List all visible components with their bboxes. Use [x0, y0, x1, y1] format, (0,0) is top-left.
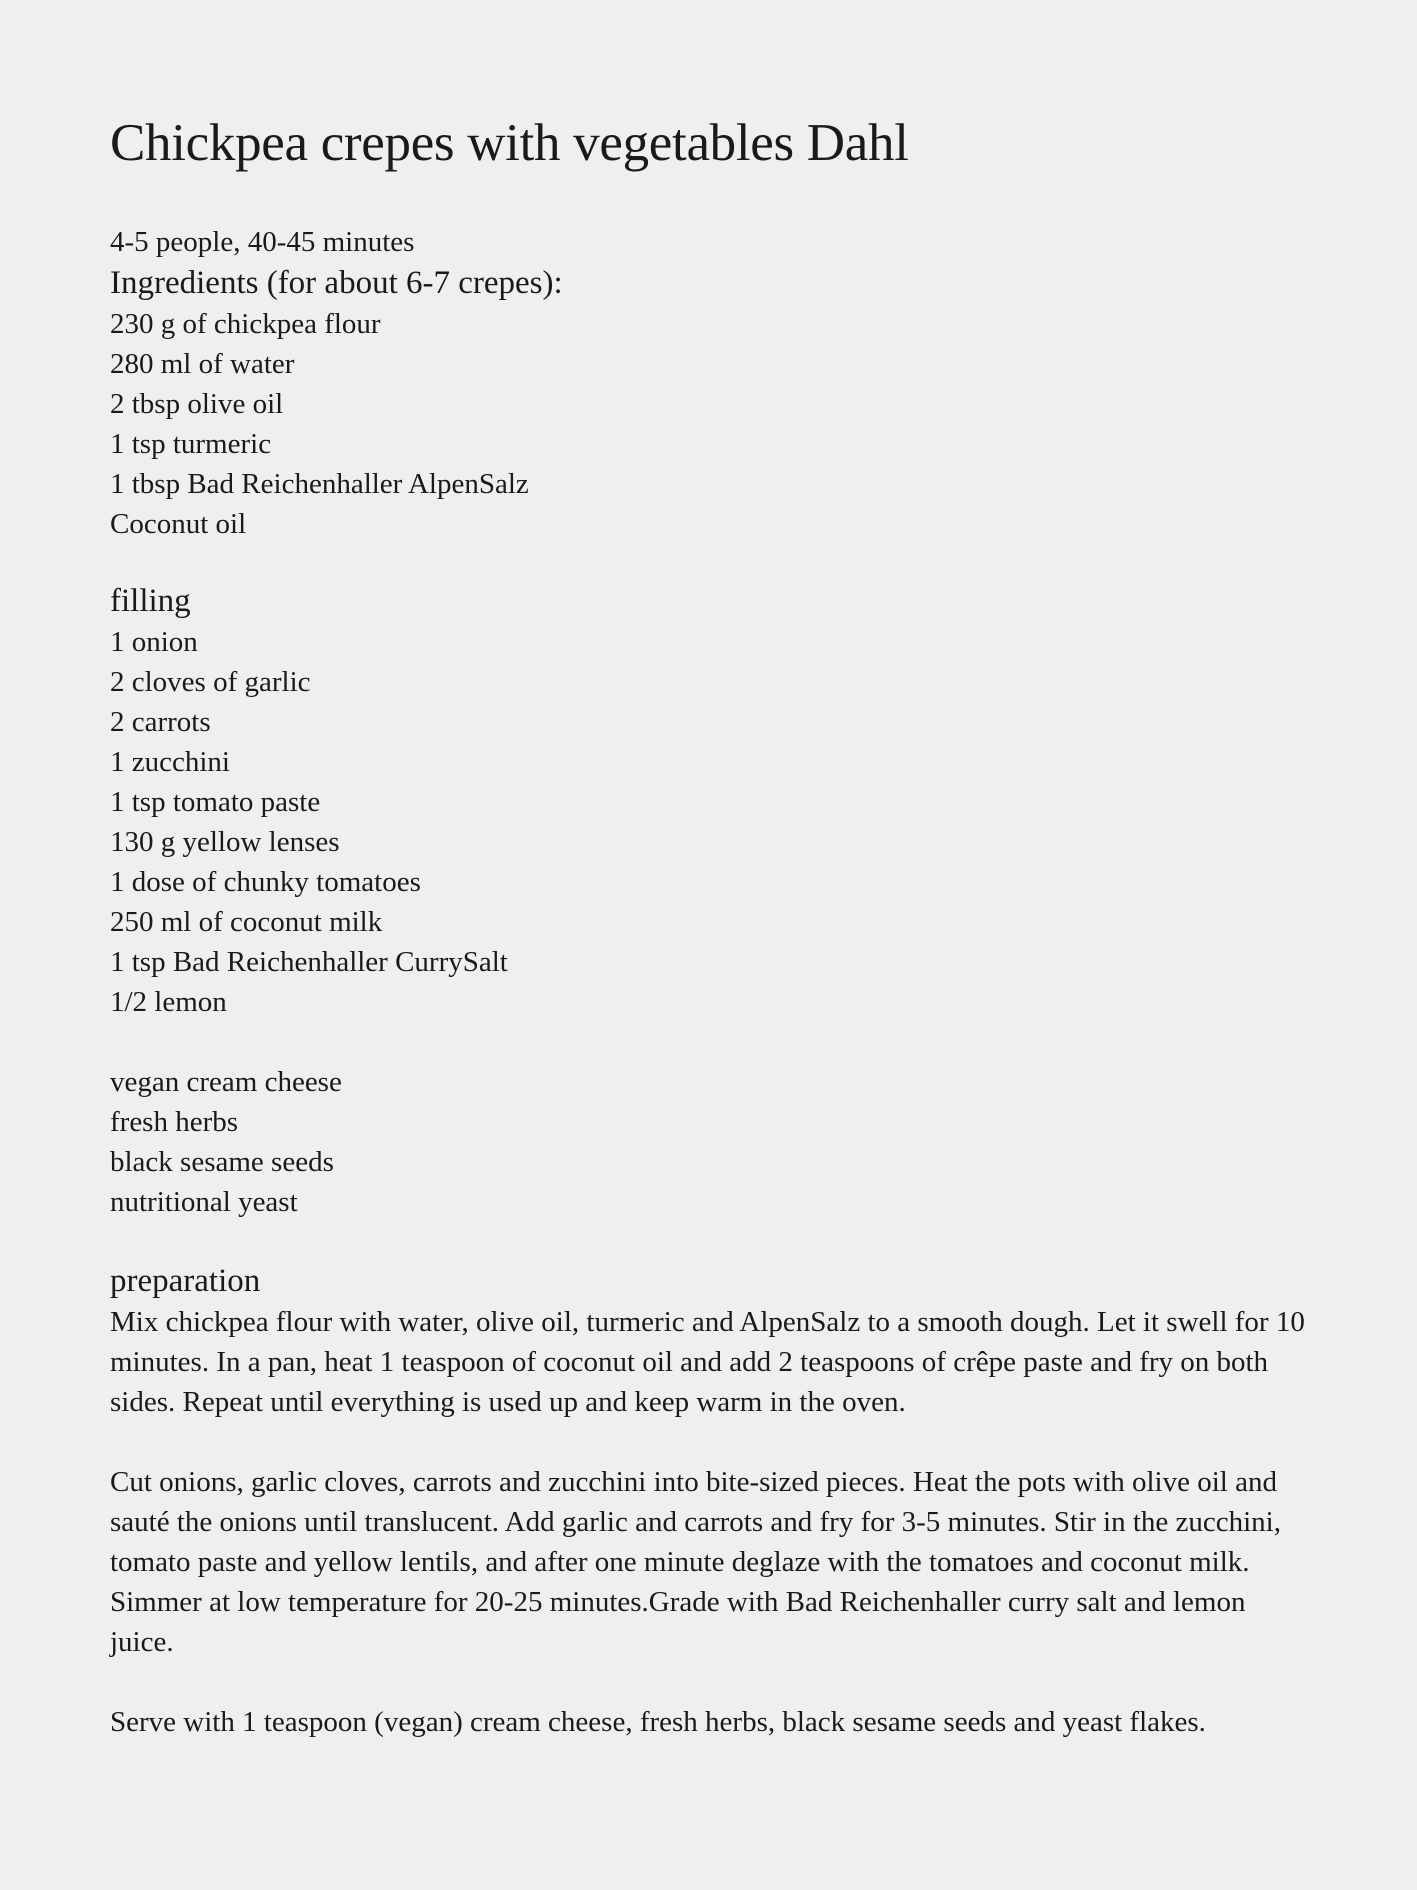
preparation-paragraph: Mix chickpea flour with water, olive oil, turmeric and AlpenSalz to a smooth dough. Let it swell for 10 minutes. In a pan, heat 1 teaspoon of coconut oil and add 2 teaspoons of crêpe paste and fry on both sides. Repeat until everything is used up and keep warm in the oven.	[110, 1306, 1305, 1418]
list-item: 1 tbsp Bad Reichenhaller AlpenSalz	[110, 468, 529, 500]
list-item: 130 g yellow lenses	[110, 826, 340, 858]
list-item: 1 dose of chunky tomatoes	[110, 866, 421, 898]
spacer	[110, 1022, 1307, 1062]
list-item: 1 zucchini	[110, 746, 230, 778]
list-item: nutritional yeast	[110, 1186, 298, 1218]
list-item: 2 carrots	[110, 706, 211, 738]
list-item: 1 tsp tomato paste	[110, 786, 321, 818]
list-item: 1 tsp Bad Reichenhaller CurrySalt	[110, 946, 508, 978]
preparation-heading: preparation	[110, 1263, 261, 1299]
list-item: 2 tbsp olive oil	[110, 388, 284, 420]
filling-heading: filling	[110, 583, 191, 619]
filling-list	[110, 622, 1307, 1022]
ingredients-heading: Ingredients (for about 6-7 crepes):	[110, 265, 563, 301]
servings-and-time: 4-5 people, 40-45 minutes	[110, 226, 415, 258]
preparation-text	[110, 1302, 1307, 1742]
list-item: 230 g of chickpea flour	[110, 308, 381, 340]
list-item: 1/2 lemon	[110, 986, 227, 1018]
list-item: 2 cloves of garlic	[110, 666, 311, 698]
list-item: Coconut oil	[110, 508, 247, 540]
list-item: 280 ml of water	[110, 348, 295, 380]
list-item: fresh herbs	[110, 1106, 239, 1138]
preparation-paragraph: Serve with 1 teaspoon (vegan) cream cheese, fresh herbs, black sesame seeds and yeast flakes.	[110, 1706, 1206, 1738]
ingredients-list	[110, 304, 1307, 544]
list-item: vegan cream cheese	[110, 1066, 342, 1098]
recipe-title: Chickpea crepes with vegetables Dahl	[110, 114, 909, 172]
toppings-list	[110, 1062, 1307, 1222]
list-item: 1 tsp turmeric	[110, 428, 272, 460]
list-item: 250 ml of coconut milk	[110, 906, 383, 938]
list-item: 1 onion	[110, 626, 198, 658]
list-item: black sesame seeds	[110, 1146, 334, 1178]
preparation-paragraph: Cut onions, garlic cloves, carrots and zucchini into bite-sized pieces. Heat the pots with olive oil and sauté the onions until translucent. Add garlic and carrots and fry for 3-5 minutes. Stir in the zucchini, tomato paste and yellow lentils, and after one minute deglaze with the tomatoes and coconut milk. Simmer at low temperature for 20-25 minutes.Grade with Bad Reichenhaller curry salt and lemon juice.	[110, 1466, 1281, 1658]
